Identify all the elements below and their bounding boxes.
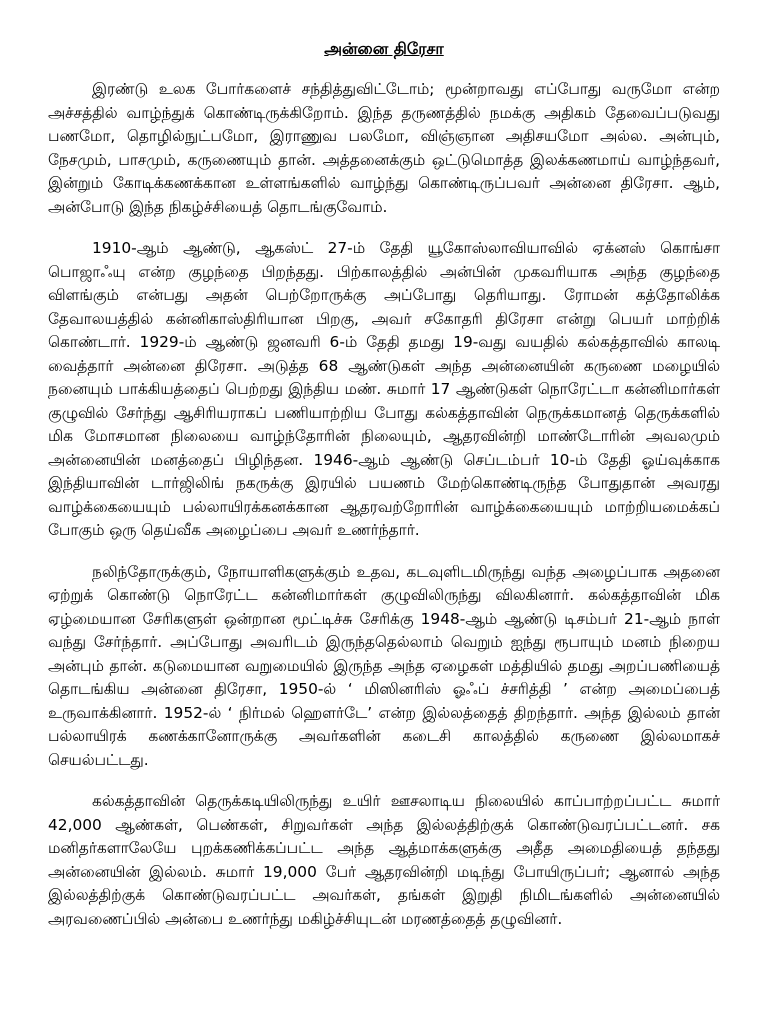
document-title: அன்னை திரேசா [324, 39, 444, 58]
paragraph-home: கல்கத்தாவின் தெருக்கடியிலிருந்து உயிர் ஊசலாடிய நிலையில் காப்பாற்றப்பட்ட சுமார் 42,000 ஆண்கள், பெண்கள், சிறுவர்கள் அந்த இல்லத்திற்குக் கொண்டுவரப்பட்டனர். சக மனிதர்களாலேயே புறக்கணிக்கப்பட்ட அந்த ஆத்மாக்களுக்கு அதீத அமைதியைத் தந்தது அன்னையின் இல்லம். சுமார் 19,000 பேர் ஆதரவின்றி மடிந்து போயிருப்பர்; ஆனால் அந்த இல்லத்திற்குக் கொண்டுவரப்பட்ட அவர்கள், தங்கள் இறுதி நிமிடங்களில் அன்னையில் அரவணைப்பில் அன்பை உணர்ந்து மகிழ்ச்சியுடன் மரணத்தைத் தழுவினர். [48, 792, 720, 928]
paragraph-early-life: 1910-ஆம் ஆண்டு, ஆகஸ்ட் 27-ம் தேதி யூகோஸ்லாவியாவில் ஏக்னஸ் கொங்சா பொஜாஃயு என்ற குழந்தை பிறந்தது. பிற்காலத்தில் அன்பின் முகவரியாக அந்த குழந்தை விளங்கும் என்பது அதன் பெற்றோருக்கு அப்போது தெரியாது. ரோமன் கத்தோலிக்க தேவாலயத்தில் கன்னிகாஸ்திரியான பிறகு, அவர் சகோதரி திரேசா என்று பெயர் மாற்றிக் கொண்டார். 1929-ம் ஆண்டு ஜனவரி 6-ம் தேதி தமது 19-வது வயதில் கல்கத்தாவில் காலடி வைத்தார் அன்னை திரேசா. அடுத்த 68 ஆண்டுகள் அந்த அன்னையின் கருணை மழையில் நனையும் பாக்கியத்தைப் பெற்றது இந்திய மண். சுமார் 17 ஆண்டுகள் நொரேட்டா கன்னிமார்கள் குழுவில் சேர்ந்து ஆசிரியராகப் பணியாற்றிய போது கல்கத்தாவின் நெருக்கமானத் தெருக்களில் மிக மோசமான நிலையை வாழ்ந்தோரின் நிலையும், ஆதரவின்றி மாண்டோரின் அவலமும் அன்னையின் மனத்தைப் பிழிந்தன. 1946-ஆம் ஆண்டு செப்டம்பர் 10-ம் தேதி ஓய்வுக்காக இந்தியாவின் டார்ஜிலிங் நகருக்கு இரயில் பயணம் மேற்கொண்டிருந்த போதுதான் அவரது வாழ்க்கையையும் பல்லாயிரக்கனக்கான ஆதரவற்றோரின் வாழ்க்கையையும் மாற்றியமைக்கப் போகும் ஒரு தெய்வீக அழைப்பை அவர் உணர்ந்தார். [48, 239, 720, 539]
paragraph-intro: இரண்டு உலக போர்களைச் சந்தித்துவிட்டோம்; மூன்றாவது எப்போது வருமோ என்ற அச்சத்தில் வாழ்ந்துக் கொண்டிருக்கிறோம். இந்த தருணத்தில் நமக்கு அதிகம் தேவைப்படுவது பணமோ, தொழில்நுட்பமோ, இராணுவ பலமோ, விஞ்ஞான அதிசயமோ அல்ல. அன்பும், நேசமும், பாசமும், கருணையும் தான். அத்தனைக்கும் ஒட்டுமொத்த இலக்கணமாய் வாழ்ந்தவர், இன்றும் கோடிக்கணக்கான உள்ளங்களில் வாழ்ந்து கொண்டிருப்பவர் அன்னை திரேசா. ஆம், அன்போடு இந்த நிகழ்ச்சியைத் தொடங்குவோம். [48, 80, 720, 216]
paragraph-mission: நலிந்தோருக்கும், நோயாளிகளுக்கும் உதவ, கடவுளிடமிருந்து வந்த அழைப்பாக அதனை ஏற்றுக் கொண்டு நொரேட்ட கன்னிமார்கள் குழுவிலிருந்து விலகினார். கல்கத்தாவின் மிக ஏழ்மையான சேரிகளுள் ஒன்றான மூட்டிச்சு சேரிக்கு 1948-ஆம் ஆண்டு டிசம்பர் 21-ஆம் நாள் வந்து சேர்ந்தார். அப்போது அவரிடம் இருந்ததெல்லாம் வெறும் ஐந்து ரூபாயும் மனம் நிறைய அன்பும் தான். கடுமையான வறுமையில் இருந்த அந்த ஏழைகள் மத்தியில் தமது அறப்பணியைத் தொடங்கிய அன்னை திரேசா, 1950-ல் ‘ மிஸினரிஸ் ஓஃப் ச்சரித்தி ’ என்ற அமைப்பைத் உருவாக்கினார். 1952-ல் ‘ நிர்மல் ஹௌர்டே’ என்ற இல்லத்தைத் திறந்தார். அந்த இல்லம் தான் பல்லாயிரக் கணக்கானோருக்கு அவர்களின் கடைசி காலத்தில் கருணை இல்லமாகச் செயல்பட்டது. [48, 562, 720, 769]
